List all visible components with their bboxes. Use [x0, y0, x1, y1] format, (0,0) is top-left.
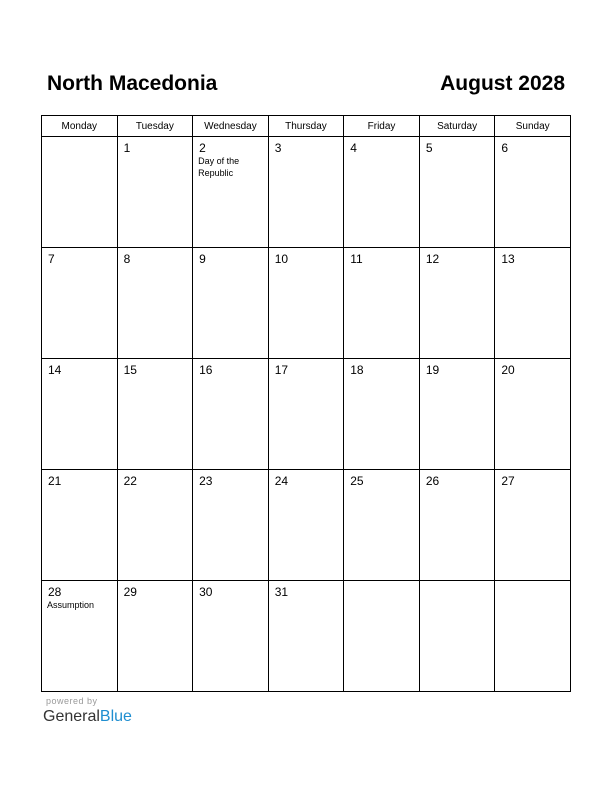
day-number: 14 [48, 363, 62, 377]
day-cell [419, 137, 495, 248]
day-number: 20 [501, 363, 515, 377]
day-cell [495, 470, 571, 581]
day-cell [117, 248, 193, 359]
weekday-wednesday: Wednesday [193, 116, 269, 137]
day-cell [495, 359, 571, 470]
day-cell [193, 137, 269, 248]
day-number: 25 [350, 474, 364, 488]
day-number: 17 [274, 363, 289, 377]
day-number: 11 [350, 252, 363, 266]
generalblue-logo [43, 708, 132, 726]
day-cell [419, 581, 495, 692]
day-number: 19 [425, 363, 440, 377]
day-cell [419, 470, 495, 581]
logo-blue: Blue [99, 708, 132, 725]
day-cell [117, 470, 193, 581]
day-cell [419, 248, 495, 359]
weekday-sunday: Sunday [495, 116, 571, 137]
day-cell [344, 359, 420, 470]
day-cell [495, 137, 571, 248]
day-number: 22 [123, 474, 137, 488]
day-number: 24 [274, 474, 289, 488]
day-cell [419, 359, 495, 470]
day-number: 7 [48, 252, 55, 266]
day-number: 6 [501, 141, 509, 155]
week-row [42, 470, 571, 581]
day-number: 4 [350, 141, 357, 155]
day-number: 30 [199, 585, 213, 599]
day-cell [344, 470, 420, 581]
day-cell [268, 248, 344, 359]
day-number: 13 [501, 252, 515, 266]
day-number: 21 [48, 474, 62, 488]
day-number: 29 [123, 585, 137, 599]
week-row [42, 359, 571, 470]
day-number: 12 [425, 252, 440, 266]
month-year-title: August 2028 [440, 72, 565, 95]
weekday-tuesday: Tuesday [117, 116, 193, 137]
day-cell [193, 581, 269, 692]
day-number: 23 [199, 474, 213, 488]
day-number: 31 [274, 585, 289, 599]
weekday-header-row [42, 116, 571, 137]
day-number: 28 [48, 585, 62, 599]
week-row [42, 581, 571, 692]
day-cell [117, 359, 193, 470]
day-cell [117, 581, 193, 692]
day-cell [193, 248, 269, 359]
day-cell [193, 359, 269, 470]
weekday-friday: Friday [344, 116, 420, 137]
day-number: 26 [425, 474, 440, 488]
day-number: 9 [199, 252, 206, 266]
day-number: 27 [501, 474, 515, 488]
day-number: 15 [123, 363, 137, 377]
day-cell [268, 359, 344, 470]
day-number: 16 [199, 363, 213, 377]
day-cell [268, 581, 344, 692]
day-cell [117, 137, 193, 248]
weekday-monday: Monday [42, 116, 118, 137]
day-number: 10 [274, 252, 289, 266]
day-number: 1 [123, 141, 131, 155]
day-cell [344, 581, 420, 692]
day-cell [495, 248, 571, 359]
calendar-grid [41, 115, 571, 692]
day-number: 18 [350, 363, 364, 377]
footer-branding [43, 696, 132, 726]
day-cell [193, 470, 269, 581]
week-row [42, 248, 571, 359]
day-cell [268, 137, 344, 248]
day-number: 8 [123, 252, 131, 266]
day-cell [42, 581, 118, 692]
day-cell [268, 470, 344, 581]
holiday-label: Assumption [47, 600, 95, 610]
day-number: 3 [274, 141, 282, 155]
weekday-thursday: Thursday [268, 116, 344, 137]
day-cell [42, 248, 118, 359]
weekday-saturday: Saturday [419, 116, 495, 137]
day-cell [42, 359, 118, 470]
day-number: 2 [199, 141, 206, 155]
logo-general: General [43, 708, 100, 725]
day-cell [42, 470, 118, 581]
day-number: 5 [425, 141, 433, 155]
day-cell [344, 248, 420, 359]
day-cell [344, 137, 420, 248]
country-title: North Macedonia [47, 72, 218, 95]
powered-by-text: powered by [46, 696, 98, 706]
holiday-label: Day of the Republic [198, 156, 240, 178]
week-row [42, 137, 571, 248]
day-cell [42, 137, 118, 248]
day-cell [495, 581, 571, 692]
